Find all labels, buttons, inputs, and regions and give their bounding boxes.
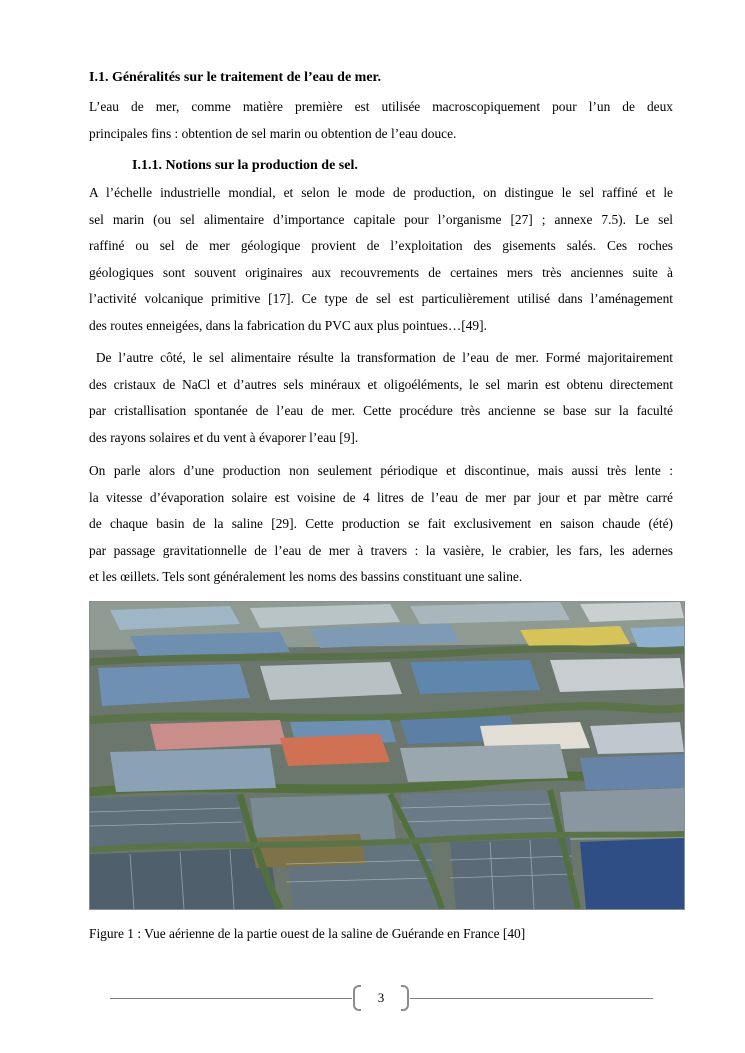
figure-caption: Figure 1 : Vue aérienne de la partie ouest de la saline de Guérande en France [40] (89, 926, 526, 941)
text-line: L’eau de mer, comme matière première est utilisée macroscopiquement pour l’un de deux (89, 99, 673, 114)
text-line: géologiques sont souvent originaires aux recouvrements de certaines mers très anciennes suite à (89, 264, 673, 280)
footer-rule-left (110, 998, 352, 999)
paragraph-2 (89, 345, 673, 451)
text-line: par cristallisation spontanée de l’eau de mer. Cette procédure très ancienne se base sur la faculté (89, 403, 673, 418)
text-line: l’activité volcanique primitive [17]. Ce type de sel est particulièrement utilisé dans l’aménagement (89, 291, 673, 306)
intro-paragraph (89, 94, 673, 147)
paragraph-3 (89, 458, 673, 591)
text-line: On parle alors d’une production non seulement périodique et discontinue, mais aussi très lente : (89, 463, 673, 478)
text-line: principales fins : obtention de sel marin ou obtention de l’eau douce. (89, 125, 457, 141)
text-line: De l’autre côté, le sel alimentaire résulte la transformation de l’eau de mer. Formé majoritairement (89, 350, 673, 365)
text-line: et les œillets. Tels sont généralement les noms des bassins constituant une saline. (89, 569, 523, 584)
subsection-heading: I.1.1. Notions sur la production de sel. (132, 158, 358, 173)
text-line: des cristaux de NaCl et d’autres sels minéraux et oligoéléments, le sel marin est obtenu directement (89, 376, 673, 392)
text-line: sel marin (ou sel alimentaire d’importance capitale pour l’organisme [27] ; annexe 7.5). Le sel (89, 211, 673, 227)
text-line: la vitesse d’évaporation solaire est voisine de 4 litres de l’eau de mer par jour et par mètre carré (89, 489, 673, 505)
photo-illustration (90, 602, 684, 909)
text-line: de chaque basin de la saline [29]. Cette production se fait exclusivement en saison chaude (été) (89, 516, 673, 531)
salt-marsh-aerial-photo (89, 601, 685, 910)
text-line: des rayons solaires et du vent à évaporer l’eau [9]. (89, 429, 359, 445)
section-heading: I.1. Généralités sur le traitement de l’eau de mer. (89, 70, 381, 85)
text-line: par passage gravitationnelle de l’eau de mer à travers : la vasière, le crabier, les fars, les adernes (89, 542, 673, 558)
footer-rule-right (410, 998, 653, 999)
page-number: 3 (377, 990, 385, 1005)
text-line: raffiné ou sel de mer géologique provient de l’exploitation des gisements salés. Ces roches (89, 238, 673, 253)
paragraph-1 (89, 180, 673, 339)
footer-bracket-left (353, 985, 361, 1011)
text-line: A l’échelle industrielle mondial, et selon le mode de production, on distingue le sel raffiné et le (89, 185, 673, 200)
footer-bracket-right (401, 985, 409, 1011)
text-line: des routes enneigées, dans la fabrication du PVC aux plus pointues…[49]. (89, 317, 487, 333)
